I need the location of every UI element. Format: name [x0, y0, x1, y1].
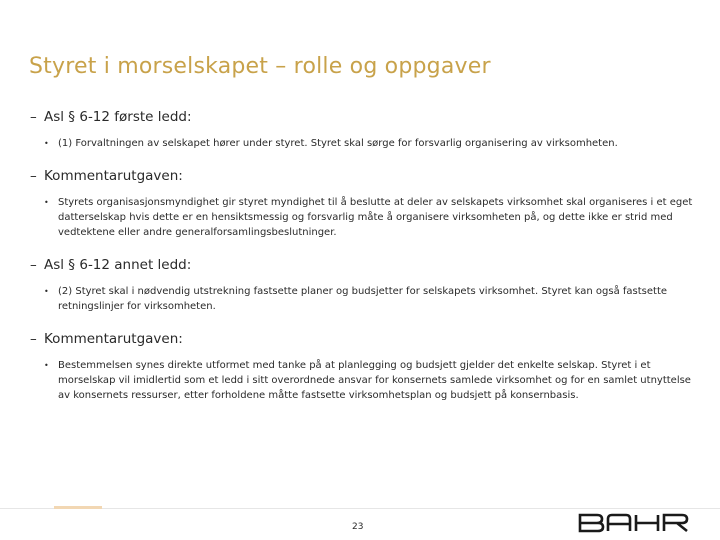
bullet-item — [44, 136, 700, 151]
bullet-text: (1) Forvaltningen av selskapet hører under styret. Styret skal sørge for forsvarlig organisering av virksomheten. — [58, 138, 618, 149]
section-heading-text: Asl § 6-12 første ledd: — [44, 109, 192, 125]
bahr-logo — [578, 513, 690, 533]
section-commentary-second — [30, 330, 700, 403]
bullet-icon: • — [44, 361, 49, 370]
footer-accent-bar — [54, 506, 102, 509]
bullet-item — [44, 195, 700, 240]
bullet-item — [44, 284, 700, 314]
section-heading — [30, 256, 700, 274]
bullet-text: (2) Styret skal i nødvendig utstrekning fastsette planer og budsjetter for selskapets virksomhet. Styret kan også fastsette retningslinjer for virksomheten. — [58, 286, 668, 312]
section-commentary-first — [30, 167, 700, 240]
section-heading-text: Asl § 6-12 annet ledd: — [44, 257, 192, 273]
dash-marker: – — [30, 109, 37, 125]
section-heading — [30, 108, 700, 126]
bullet-text: Styrets organisasjonsmyndighet gir styret myndighet til å beslutte at deler av selskapets virksomhet skal organiseres i et eget datterselskap hvis dette er en hensiktsmessig og forsvarlig måte å organisere virksomheten på, og dette ikke er strid med vedtektene eller andre generalforsamlingsbeslutninger. — [58, 197, 693, 238]
section-heading-text: Kommentarutgaven: — [44, 168, 183, 184]
bullet-text: Bestemmelsen synes direkte utformet med tanke på at planlegging og budsjett gjelder det enkelte selskap. Styret i et morselskap vil imidlertid som et ledd i sitt overordnede ansvar for konsernets samlede virksomhet og for en samlet utnyttelse av konsernets ressurser, etter forholdene måtte fastsette virksomhetsplan og budsjett på konsernbasis. — [58, 360, 691, 401]
footer-divider — [0, 508, 720, 509]
section-asl-first-paragraph — [30, 108, 700, 151]
slide-content — [30, 108, 700, 403]
page-number: 23 — [352, 522, 364, 532]
bullet-icon: • — [44, 139, 49, 148]
dash-marker: – — [30, 168, 37, 184]
section-asl-second-paragraph — [30, 256, 700, 314]
bullet-icon: • — [44, 198, 49, 207]
dash-marker: – — [30, 331, 37, 347]
section-heading — [30, 167, 700, 185]
dash-marker: – — [30, 257, 37, 273]
bullet-item — [44, 358, 700, 403]
bullet-icon: • — [44, 287, 49, 296]
section-heading — [30, 330, 700, 348]
section-heading-text: Kommentarutgaven: — [44, 331, 183, 347]
slide-title: Styret i morselskapet – rolle og oppgaver — [29, 54, 491, 79]
